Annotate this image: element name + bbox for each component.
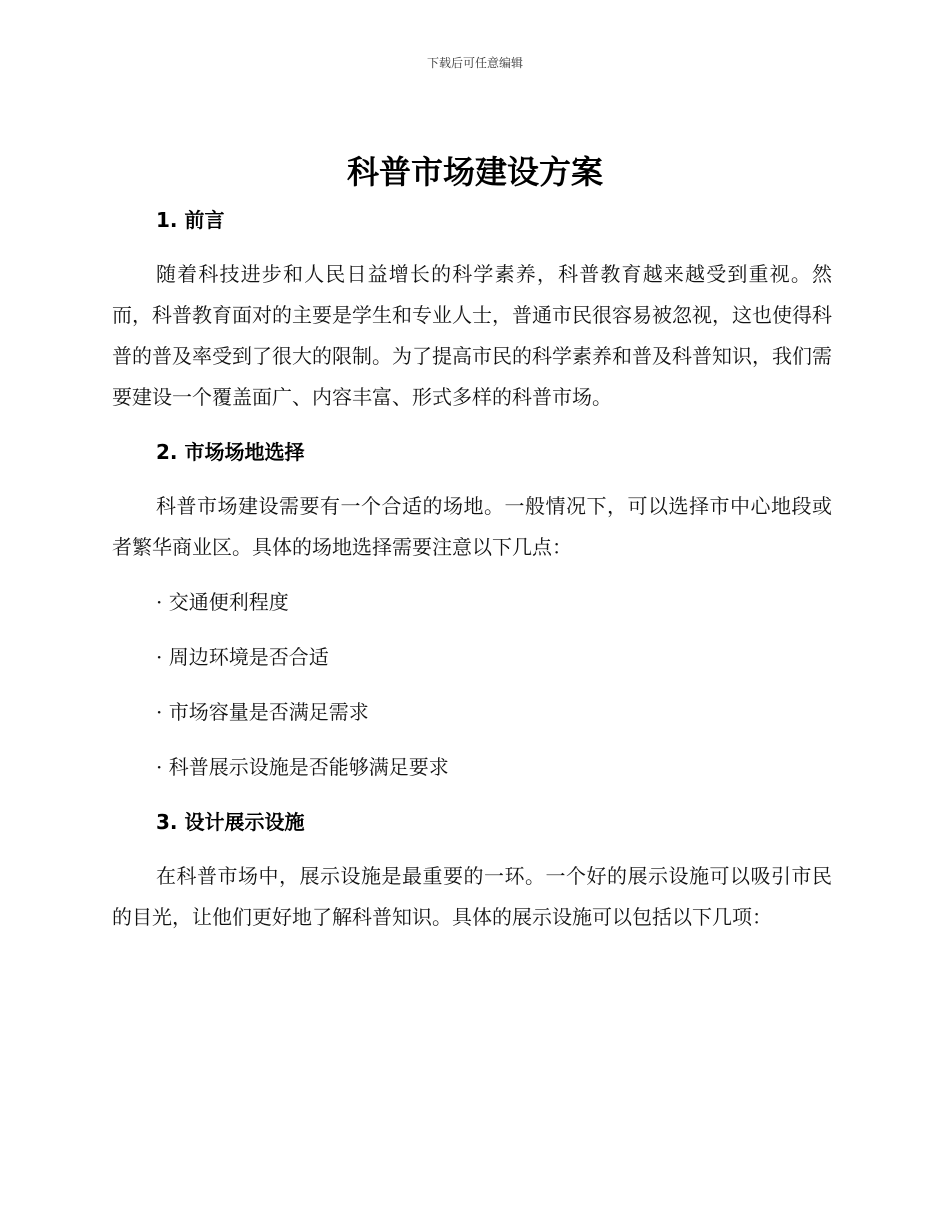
- list-item-traffic: · 交通便利程度: [156, 590, 289, 614]
- list-item-facilities: · 科普展示设施是否能够满足要求: [156, 755, 449, 779]
- paragraph-site-selection: 科普市场建设需要有一个合适的场地。一般情况下，可以选择市中心地段或者繁华商业区。具体的场地选择需要注意以下几点：: [112, 494, 832, 559]
- list-item-capacity: · 市场容量是否满足需求: [156, 700, 369, 724]
- header-note: 下载后可任意编辑: [426, 56, 523, 70]
- paragraph-preface: 随着科技进步和人民日益增长的科学素养，科普教育越来越受到重视。然而，科普教育面对的主要是学生和专业人士，普通市民很容易被忽视，这也使得科普的普及率受到了很大的限制。为了提高市民的科学素养和普及科普知识，我们需要建设一个覆盖面广、内容丰富、形式多样的科普市场。: [112, 262, 832, 409]
- section-heading-display-design: 3. 设计展示设施: [156, 810, 305, 834]
- paragraph-display-design: 在科普市场中，展示设施是最重要的一环。一个好的展示设施可以吸引市民的目光，让他们更好地了解科普知识。具体的展示设施可以包括以下几项：: [112, 864, 832, 929]
- document-title: 科普市场建设方案: [346, 153, 603, 191]
- section-heading-preface: 1. 前言: [156, 208, 225, 232]
- list-item-environment: · 周边环境是否合适: [156, 645, 329, 669]
- section-heading-site-selection: 2. 市场场地选择: [156, 440, 305, 464]
- document-body: [112, 200, 832, 938]
